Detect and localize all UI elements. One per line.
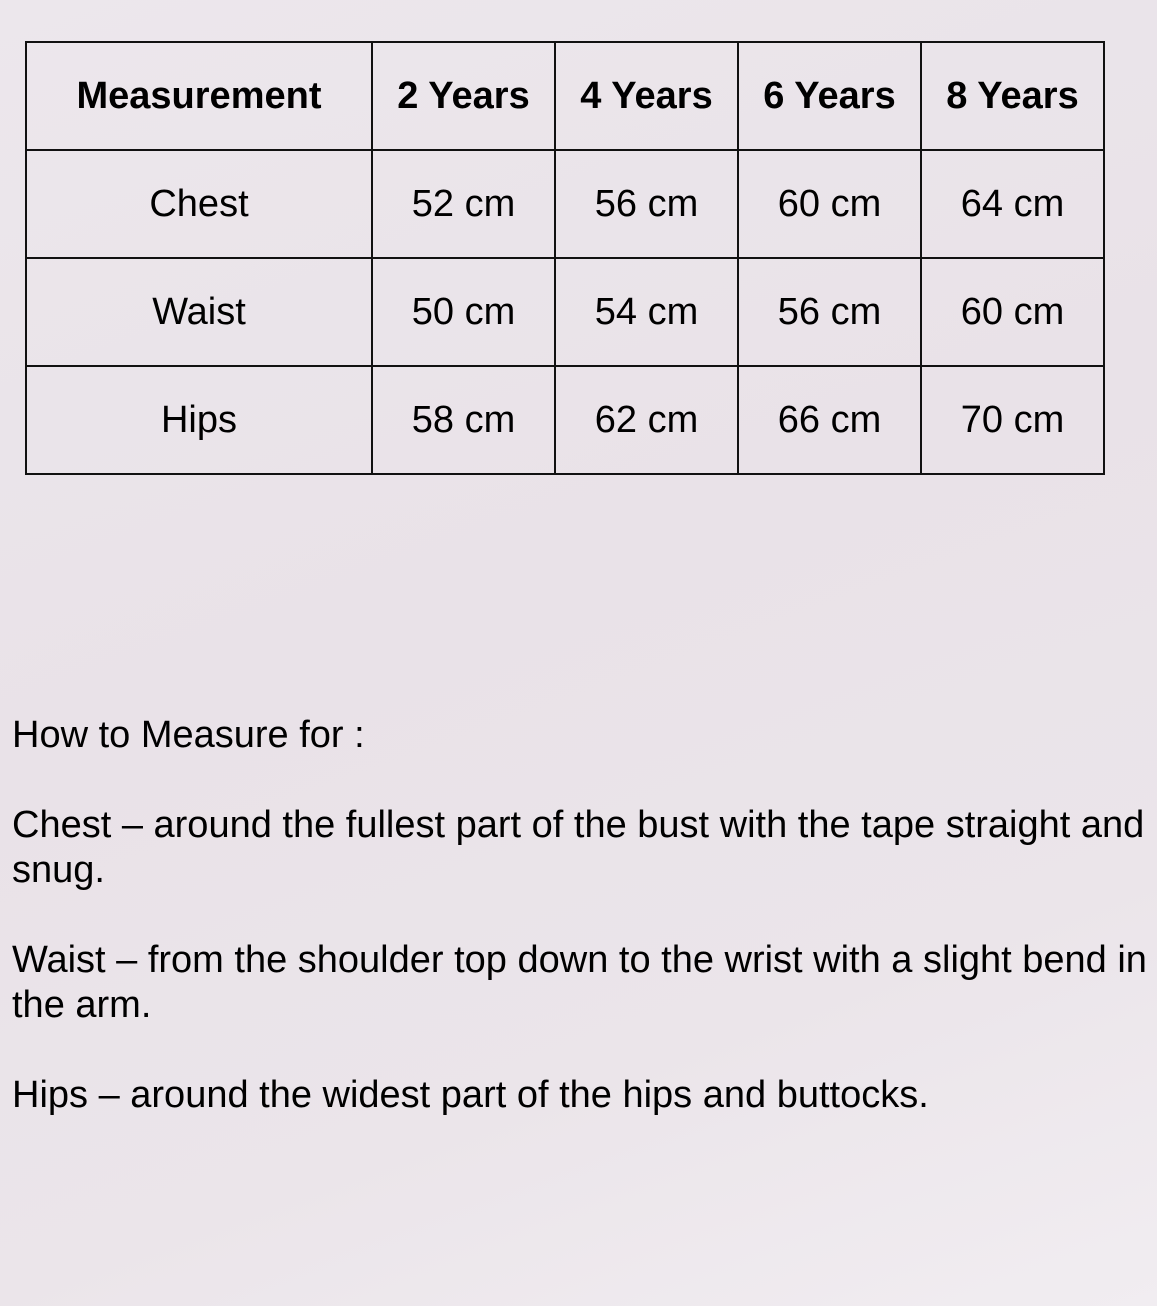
table-cell: 52 cm <box>372 150 555 258</box>
table-row <box>26 150 1104 258</box>
header-cell: Measurement <box>26 42 372 150</box>
table-cell: 56 cm <box>738 258 921 366</box>
row-label: Hips <box>26 366 372 474</box>
header-cell: 8 Years <box>921 42 1104 150</box>
guide-hips: Hips – around the widest part of the hips and buttocks. <box>12 1074 929 1116</box>
header-cell: 4 Years <box>555 42 738 150</box>
table-cell: 50 cm <box>372 258 555 366</box>
table-row <box>26 366 1104 474</box>
table-cell: 58 cm <box>372 366 555 474</box>
header-cell: 2 Years <box>372 42 555 150</box>
table-cell: 70 cm <box>921 366 1104 474</box>
row-label: Chest <box>26 150 372 258</box>
header-cell: 6 Years <box>738 42 921 150</box>
table-cell: 64 cm <box>921 150 1104 258</box>
guide-chest: Chest – around the fullest part of the bust with the tape straight and snug. <box>12 804 1145 891</box>
table-cell: 60 cm <box>921 258 1104 366</box>
size-chart-table <box>25 41 1105 475</box>
row-label: Waist <box>26 258 372 366</box>
table-cell: 54 cm <box>555 258 738 366</box>
guide-waist: Waist – from the shoulder top down to the wrist with a slight bend in the arm. <box>12 939 1147 1026</box>
table-cell: 66 cm <box>738 366 921 474</box>
table-row <box>26 258 1104 366</box>
table-header-row <box>26 42 1104 150</box>
table-cell: 62 cm <box>555 366 738 474</box>
table-cell: 60 cm <box>738 150 921 258</box>
guide-title: How to Measure for : <box>12 714 365 756</box>
table-cell: 56 cm <box>555 150 738 258</box>
